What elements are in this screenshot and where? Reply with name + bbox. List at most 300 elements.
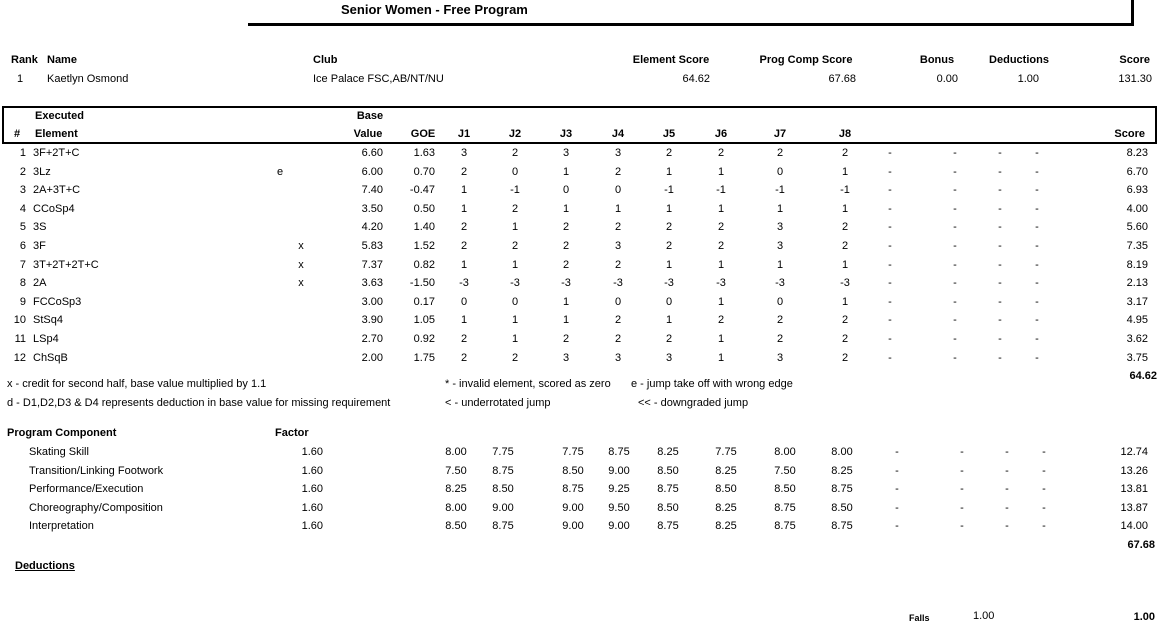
element-base-value: 3.50: [361, 202, 383, 215]
component-judge-5: 8.75: [657, 520, 679, 533]
empty-judge-mark: -: [953, 295, 957, 308]
base-header: Base: [356, 110, 384, 122]
empty-judge-mark: -: [1042, 520, 1046, 533]
element-goe: 1.40: [413, 221, 435, 234]
empty-judge-mark: -: [998, 333, 1002, 345]
element-flag: x: [298, 277, 304, 290]
deductions-heading: Deductions: [15, 560, 75, 572]
element-flag: x: [298, 258, 304, 271]
empty-judge-mark: -: [998, 295, 1002, 308]
element-base-value: 3.90: [361, 314, 383, 327]
element-judge-7: 0: [776, 165, 784, 178]
component-judge-2: 8.75: [492, 464, 514, 477]
element-judge-2: 0: [511, 295, 519, 308]
element-number: 10: [13, 314, 26, 327]
component-judge-4: 8.75: [608, 446, 630, 458]
element-goe: 0.50: [413, 202, 435, 215]
element-judge-8: -1: [840, 184, 850, 197]
empty-judge-mark: -: [1005, 446, 1009, 458]
element-judge-2: 2: [511, 202, 519, 215]
element-goe: 0.82: [413, 258, 435, 271]
elements-header-box: [2, 106, 1157, 144]
component-judge-1: 7.50: [445, 464, 467, 477]
component-judge-1: 8.25: [445, 483, 467, 496]
element-judge-3: 2: [562, 333, 570, 345]
element-judge-4: 2: [614, 314, 622, 327]
element-judge-4: 3: [614, 240, 622, 252]
element-score: 3.75: [1126, 351, 1148, 364]
element-base-value: 3.63: [361, 277, 383, 290]
element-judge-3: -3: [561, 277, 571, 290]
component-name: Skating Skill: [29, 446, 89, 458]
element-judge-6: 2: [717, 147, 725, 159]
element-judge-5: 1: [665, 258, 673, 271]
empty-judge-mark: -: [888, 258, 892, 271]
element-flag: x: [298, 240, 304, 252]
element-judge-4: 0: [614, 295, 622, 308]
empty-judge-mark: -: [1035, 165, 1039, 178]
element-judge-2: 2: [511, 147, 519, 159]
element-judge-8: 1: [841, 165, 849, 178]
empty-judge-mark: -: [1035, 351, 1039, 364]
component-score: 12.74: [1120, 446, 1148, 458]
value-header: Value: [353, 128, 383, 140]
empty-judge-mark: -: [953, 165, 957, 178]
element-judge-8: 2: [841, 314, 849, 327]
element-goe: 1.75: [413, 351, 435, 364]
element-code: 3F: [33, 240, 46, 252]
legend-under: < - underrotated jump: [445, 397, 551, 409]
empty-judge-mark: -: [1035, 221, 1039, 234]
element-judge-6: 2: [717, 240, 725, 252]
empty-judge-mark: -: [953, 333, 957, 345]
element-judge-5: 0: [665, 295, 673, 308]
empty-judge-mark: -: [953, 314, 957, 327]
element-score: 4.95: [1126, 314, 1148, 327]
element-judge-7: 2: [776, 147, 784, 159]
element-goe: 1.05: [413, 314, 435, 327]
club-label: Club: [313, 54, 338, 66]
empty-judge-mark: -: [1035, 333, 1039, 345]
element-score-value: 64.62: [682, 73, 710, 85]
empty-judge-mark: -: [1042, 464, 1046, 477]
element-score: 8.19: [1126, 258, 1148, 271]
components-total: 67.68: [1127, 539, 1155, 551]
element-judge-2: 2: [511, 240, 519, 252]
empty-judge-mark: -: [998, 314, 1002, 327]
empty-judge-mark: -: [960, 501, 964, 514]
component-factor: 1.60: [301, 520, 323, 533]
empty-judge-mark: -: [953, 277, 957, 290]
element-score: 3.62: [1126, 333, 1148, 345]
component-judge-3: 8.75: [562, 483, 584, 496]
component-judge-5: 8.75: [657, 483, 679, 496]
component-judge-1: 8.00: [445, 446, 467, 458]
empty-judge-mark: -: [888, 277, 892, 290]
element-score: 8.23: [1126, 147, 1148, 159]
component-factor: 1.60: [301, 464, 323, 477]
element-judge-8: 2: [841, 240, 849, 252]
element-base-value: 7.40: [361, 184, 383, 197]
element-code: 2A: [33, 277, 47, 290]
component-judge-8: 8.25: [831, 464, 853, 477]
empty-judge-mark: -: [888, 295, 892, 308]
element-code: 3Lz: [33, 165, 51, 178]
element-judge-2: -1: [510, 184, 520, 197]
element-judge-2: 1: [511, 314, 519, 327]
element-goe: -0.47: [409, 184, 435, 197]
empty-judge-mark: -: [998, 202, 1002, 215]
element-base-value: 5.83: [361, 240, 383, 252]
component-judge-3: 7.75: [562, 446, 584, 458]
component-judge-8: 8.75: [831, 483, 853, 496]
element-judge-5: -3: [664, 277, 674, 290]
empty-judge-mark: -: [1005, 520, 1009, 533]
judge-header-7: J7: [773, 128, 787, 140]
element-base-value: 7.37: [361, 258, 383, 271]
element-judge-6: 1: [717, 295, 725, 308]
prog-comp-score-label: Prog Comp Score: [759, 54, 853, 66]
factor-header: Factor: [275, 427, 309, 439]
judge-header-8: J8: [838, 128, 852, 140]
element-judge-7: 3: [776, 240, 784, 252]
element-judge-7: 2: [776, 333, 784, 345]
empty-judge-mark: -: [1035, 240, 1039, 252]
judge-header-3: J3: [559, 128, 573, 140]
element-judge-2: 1: [511, 333, 519, 345]
component-score: 13.26: [1120, 464, 1148, 477]
component-factor: 1.60: [301, 446, 323, 458]
element-number: 2: [19, 165, 26, 178]
element-judge-4: 2: [614, 333, 622, 345]
element-judge-4: 2: [614, 165, 622, 178]
empty-judge-mark: -: [895, 464, 899, 477]
total-score-value: 131.30: [1118, 73, 1152, 85]
component-judge-7: 8.00: [774, 446, 796, 458]
empty-judge-mark: -: [960, 483, 964, 496]
element-judge-4: 3: [614, 351, 622, 364]
judge-header-5: J5: [662, 128, 676, 140]
empty-judge-mark: -: [1035, 295, 1039, 308]
score-label: Score: [1119, 54, 1150, 66]
empty-judge-mark: -: [953, 258, 957, 271]
rank-value: 1: [17, 73, 24, 85]
goe-header: GOE: [410, 128, 436, 140]
element-note: e: [276, 165, 284, 178]
element-judge-4: -3: [613, 277, 623, 290]
element-judge-1: 2: [460, 351, 468, 364]
falls-label: Falls: [909, 613, 930, 623]
empty-judge-mark: -: [895, 483, 899, 496]
component-judge-4: 9.25: [608, 483, 630, 496]
component-judge-5: 8.25: [657, 446, 679, 458]
element-judge-1: 1: [460, 258, 468, 271]
falls-value: 1.00: [973, 610, 995, 622]
element-judge-1: 3: [460, 147, 468, 159]
name-label: Name: [47, 54, 77, 66]
element-judge-5: 1: [665, 202, 673, 215]
element-score: 5.60: [1126, 221, 1148, 234]
empty-judge-mark: -: [888, 202, 892, 215]
empty-judge-mark: -: [998, 184, 1002, 197]
legend-invalid: * - invalid element, scored as zero: [445, 378, 611, 390]
program-component-header: Program Component: [7, 427, 117, 439]
element-judge-3: 1: [562, 202, 570, 215]
element-code: LSp4: [33, 333, 59, 345]
element-judge-6: 2: [717, 314, 725, 327]
element-judge-6: 1: [717, 258, 725, 271]
component-judge-1: 8.00: [445, 501, 467, 514]
page-title: Senior Women - Free Program: [341, 2, 528, 17]
element-judge-4: 1: [614, 202, 622, 215]
element-judge-4: 2: [614, 258, 622, 271]
element-judge-3: 3: [562, 351, 570, 364]
element-code: StSq4: [33, 314, 63, 327]
element-judge-7: 1: [776, 202, 784, 215]
legend-down: << - downgraded jump: [638, 397, 749, 409]
empty-judge-mark: -: [895, 446, 899, 458]
element-judge-4: 3: [614, 147, 622, 159]
element-judge-7: 3: [776, 351, 784, 364]
element-judge-2: 0: [511, 165, 519, 178]
empty-judge-mark: -: [888, 240, 892, 252]
empty-judge-mark: -: [998, 258, 1002, 271]
element-base-value: 6.00: [361, 165, 383, 178]
element-number: 7: [19, 258, 26, 271]
element-judge-5: 3: [665, 351, 673, 364]
element-judge-2: 1: [511, 258, 519, 271]
deductions-value: 1.00: [1017, 73, 1039, 85]
element-judge-7: 3: [776, 221, 784, 234]
component-judge-7: 8.50: [774, 483, 796, 496]
empty-judge-mark: -: [1042, 483, 1046, 496]
element-judge-1: 1: [460, 314, 468, 327]
element-score-header: Score: [1114, 128, 1145, 140]
component-judge-7: 8.75: [774, 501, 796, 514]
element-judge-1: 2: [460, 333, 468, 345]
component-judge-6: 8.25: [715, 464, 737, 477]
deductions-total: 1.00: [1133, 611, 1155, 623]
component-judge-6: 7.75: [715, 446, 737, 458]
element-base-value: 3.00: [361, 295, 383, 308]
element-number: 11: [14, 333, 26, 345]
empty-judge-mark: -: [953, 202, 957, 215]
element-judge-7: -1: [775, 184, 785, 197]
element-base-value: 4.20: [361, 221, 383, 234]
element-goe: -1.50: [409, 277, 435, 290]
elements-total: 64.62: [1129, 370, 1157, 382]
element-judge-7: 0: [776, 295, 784, 308]
empty-judge-mark: -: [888, 184, 892, 197]
element-judge-1: 2: [460, 221, 468, 234]
prog-comp-score-value: 67.68: [828, 73, 856, 85]
empty-judge-mark: -: [888, 147, 892, 159]
element-judge-8: 2: [841, 351, 849, 364]
element-judge-8: 1: [841, 258, 849, 271]
element-goe: 0.17: [413, 295, 435, 308]
legend-x: x - credit for second half, base value multiplied by 1.1: [7, 378, 267, 390]
empty-judge-mark: -: [998, 147, 1002, 159]
component-judge-2: 7.75: [492, 446, 514, 458]
component-judge-8: 8.50: [831, 501, 853, 514]
element-code: FCCoSp3: [33, 295, 82, 308]
component-judge-7: 8.75: [774, 520, 796, 533]
empty-judge-mark: -: [1042, 446, 1046, 458]
empty-judge-mark: -: [888, 314, 892, 327]
bonus-label: Bonus: [919, 54, 955, 66]
component-judge-6: 8.25: [715, 520, 737, 533]
empty-judge-mark: -: [1035, 258, 1039, 271]
element-code: ChSqB: [33, 351, 68, 364]
component-name: Interpretation: [29, 520, 94, 533]
number-header: #: [14, 128, 21, 140]
element-judge-4: 0: [614, 184, 622, 197]
skater-name: Kaetlyn Osmond: [47, 73, 129, 85]
component-judge-3: 9.00: [562, 501, 584, 514]
component-judge-7: 7.50: [774, 464, 796, 477]
empty-judge-mark: -: [1035, 202, 1039, 215]
empty-judge-mark: -: [998, 221, 1002, 234]
empty-judge-mark: -: [888, 351, 892, 364]
element-score: 6.93: [1126, 184, 1148, 197]
element-number: 1: [19, 147, 26, 159]
element-header: Element: [35, 128, 78, 140]
component-judge-4: 9.00: [608, 520, 630, 533]
empty-judge-mark: -: [998, 351, 1002, 364]
element-goe: 1.63: [413, 147, 435, 159]
element-base-value: 6.60: [361, 147, 383, 159]
element-number: 5: [19, 221, 26, 234]
element-judge-5: 1: [665, 314, 673, 327]
empty-judge-mark: -: [888, 165, 892, 178]
element-judge-6: 1: [717, 202, 725, 215]
component-score: 14.00: [1120, 520, 1148, 533]
element-judge-1: -3: [459, 277, 469, 290]
element-judge-8: 2: [841, 221, 849, 234]
element-judge-6: 2: [717, 221, 725, 234]
element-judge-1: 2: [460, 165, 468, 178]
element-judge-3: 2: [562, 221, 570, 234]
component-judge-2: 8.75: [492, 520, 514, 533]
legend-d: d - D1,D2,D3 & D4 represents deduction in base value for missing requirement: [7, 397, 391, 409]
element-judge-6: 1: [717, 165, 725, 178]
element-judge-3: 3: [562, 147, 570, 159]
element-judge-7: 2: [776, 314, 784, 327]
empty-judge-mark: -: [953, 221, 957, 234]
element-judge-3: 1: [562, 295, 570, 308]
element-judge-1: 1: [460, 202, 468, 215]
component-judge-2: 8.50: [492, 483, 514, 496]
empty-judge-mark: -: [953, 147, 957, 159]
component-judge-6: 8.25: [715, 501, 737, 514]
empty-judge-mark: -: [960, 464, 964, 477]
element-judge-1: 2: [460, 240, 468, 252]
empty-judge-mark: -: [1035, 184, 1039, 197]
deductions-label: Deductions: [989, 54, 1049, 66]
component-judge-8: 8.75: [831, 520, 853, 533]
element-number: 12: [13, 351, 26, 364]
component-judge-1: 8.50: [445, 520, 467, 533]
empty-judge-mark: -: [953, 184, 957, 197]
element-judge-8: -3: [840, 277, 850, 290]
judge-header-4: J4: [611, 128, 625, 140]
executed-header: Executed: [35, 110, 84, 122]
component-judge-6: 8.50: [715, 483, 737, 496]
component-judge-5: 8.50: [657, 501, 679, 514]
element-judge-2: 1: [511, 221, 519, 234]
component-judge-4: 9.50: [608, 501, 630, 514]
element-score: 2.13: [1126, 277, 1148, 290]
element-judge-3: 0: [562, 184, 570, 197]
empty-judge-mark: -: [960, 446, 964, 458]
element-judge-5: -1: [664, 184, 674, 197]
element-goe: 0.92: [413, 333, 435, 345]
element-judge-3: 1: [562, 314, 570, 327]
element-score: 7.35: [1126, 240, 1148, 252]
element-base-value: 2.00: [361, 351, 383, 364]
component-name: Performance/Execution: [29, 483, 144, 496]
element-number: 6: [19, 240, 26, 252]
empty-judge-mark: -: [1035, 277, 1039, 290]
element-judge-6: 1: [717, 351, 725, 364]
empty-judge-mark: -: [998, 240, 1002, 252]
element-number: 9: [19, 295, 26, 308]
element-judge-8: 1: [841, 295, 849, 308]
empty-judge-mark: -: [1005, 483, 1009, 496]
component-score: 13.81: [1120, 483, 1148, 496]
element-judge-6: -3: [716, 277, 726, 290]
component-judge-2: 9.00: [492, 501, 514, 514]
element-judge-5: 2: [665, 240, 673, 252]
element-number: 3: [19, 184, 26, 197]
component-name: Transition/Linking Footwork: [29, 464, 164, 477]
component-factor: 1.60: [301, 501, 323, 514]
element-judge-6: 1: [717, 333, 725, 345]
element-number: 8: [19, 277, 26, 290]
club-value: Ice Palace FSC,AB/NT/NU: [313, 73, 444, 85]
element-base-value: 2.70: [361, 333, 383, 345]
empty-judge-mark: -: [1005, 464, 1009, 477]
element-judge-8: 2: [841, 333, 849, 345]
component-factor: 1.60: [301, 483, 323, 496]
component-judge-3: 8.50: [562, 464, 584, 477]
element-code: 3T+2T+2T+C: [33, 258, 99, 271]
element-score: 3.17: [1126, 295, 1148, 308]
element-judge-5: 2: [665, 333, 673, 345]
element-judge-1: 0: [460, 295, 468, 308]
element-score: 6.70: [1126, 165, 1148, 178]
component-judge-8: 8.00: [831, 446, 853, 458]
element-judge-3: 2: [562, 240, 570, 252]
judge-header-1: J1: [457, 128, 471, 140]
element-code: CCoSp4: [33, 202, 75, 215]
element-code: 3S: [33, 221, 47, 234]
component-judge-3: 9.00: [562, 520, 584, 533]
element-judge-6: -1: [716, 184, 726, 197]
element-judge-5: 1: [665, 165, 673, 178]
element-judge-7: 1: [776, 258, 784, 271]
rank-label: Rank: [11, 54, 38, 66]
empty-judge-mark: -: [960, 520, 964, 533]
empty-judge-mark: -: [998, 277, 1002, 290]
empty-judge-mark: -: [895, 520, 899, 533]
element-judge-3: 1: [562, 165, 570, 178]
component-name: Choreography/Composition: [29, 501, 163, 514]
component-judge-5: 8.50: [657, 464, 679, 477]
element-judge-2: 2: [511, 351, 519, 364]
element-judge-2: -3: [510, 277, 520, 290]
element-judge-8: 2: [841, 147, 849, 159]
